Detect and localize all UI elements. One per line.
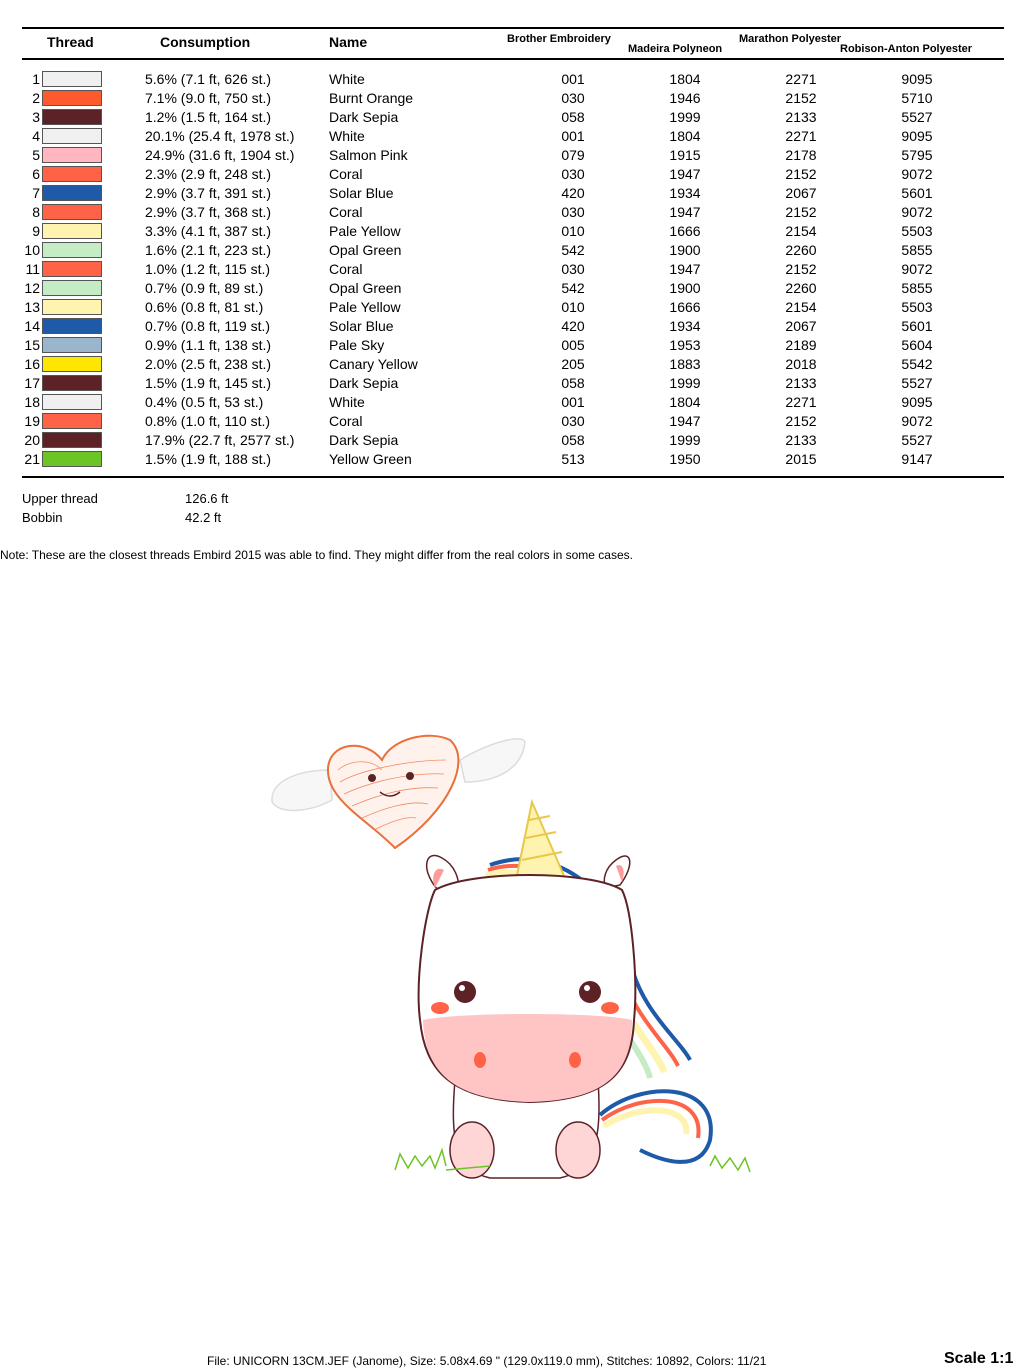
thread-consumption: 5.6% (7.1 ft, 626 st.): [145, 71, 272, 87]
robison-code: 9147: [901, 451, 933, 467]
brother-code: 030: [561, 90, 585, 106]
madeira-code: 1666: [669, 299, 701, 315]
brother-code: 058: [561, 109, 585, 125]
thread-name: Yellow Green: [329, 451, 412, 467]
scale-label: Scale 1:1: [944, 1350, 1014, 1367]
table-row: [0, 203, 1024, 222]
thread-number: 19: [24, 413, 40, 429]
thread-number: 10: [24, 242, 40, 258]
thread-color-swatch: [42, 451, 102, 467]
thread-name: Coral: [329, 413, 363, 429]
thread-color-swatch: [42, 318, 102, 334]
madeira-code: 1999: [669, 375, 701, 391]
marathon-code: 2067: [785, 185, 817, 201]
brother-code: 030: [561, 204, 585, 220]
thread-consumption: 1.6% (2.1 ft, 223 st.): [145, 242, 272, 258]
thread-name: White: [329, 71, 365, 87]
marathon-code: 2154: [785, 299, 817, 315]
thread-color-swatch: [42, 432, 102, 448]
thread-color-swatch: [42, 166, 102, 182]
madeira-code: 1804: [669, 71, 701, 87]
thread-color-swatch: [42, 204, 102, 220]
thread-color-swatch: [42, 413, 102, 429]
marathon-code: 2260: [785, 242, 817, 258]
table-row: [0, 431, 1024, 450]
table-row: [0, 374, 1024, 393]
unicorn-head-illustration: [419, 856, 636, 1102]
robison-code: 5542: [901, 356, 933, 372]
thread-name: Pale Yellow: [329, 299, 401, 315]
table-row: [0, 450, 1024, 469]
header-name: Name: [329, 34, 368, 50]
table-row: [0, 412, 1024, 431]
header-robison: Robison-Anton Polyester: [840, 43, 973, 55]
marathon-code: 2178: [785, 147, 817, 163]
thread-number: 1: [32, 71, 40, 87]
thread-color-swatch: [42, 375, 102, 391]
thread-consumption: 1.5% (1.9 ft, 188 st.): [145, 451, 272, 467]
thread-number: 11: [25, 261, 40, 277]
header-consumption: Consumption: [160, 34, 251, 50]
marathon-code: 2133: [785, 432, 817, 448]
thread-number: 18: [24, 394, 40, 410]
madeira-code: 1883: [669, 356, 701, 372]
table-row: [0, 241, 1024, 260]
robison-code: 9095: [901, 71, 933, 87]
thread-consumption: 20.1% (25.4 ft, 1978 st.): [145, 128, 295, 144]
thread-number: 7: [32, 185, 40, 201]
thread-consumption: 0.8% (1.0 ft, 110 st.): [145, 413, 271, 429]
table-row: [0, 317, 1024, 336]
marathon-code: 2260: [785, 280, 817, 296]
thread-name: Opal Green: [329, 242, 402, 258]
madeira-code: 1934: [669, 318, 701, 334]
brother-code: 542: [561, 242, 585, 258]
madeira-code: 1950: [669, 451, 701, 467]
robison-code: 5527: [901, 432, 933, 448]
marathon-code: 2154: [785, 223, 817, 239]
thread-color-swatch: [42, 90, 102, 106]
thread-color-swatch: [42, 185, 102, 201]
thread-name: Coral: [329, 204, 363, 220]
table-row: [0, 260, 1024, 279]
table-row: [0, 184, 1024, 203]
thread-name: Salmon Pink: [329, 147, 408, 163]
thread-color-swatch: [42, 147, 102, 163]
thread-consumption: 17.9% (22.7 ft, 2577 st.): [145, 432, 295, 448]
table-bottom-rule: [22, 476, 1004, 478]
file-info: File: UNICORN 13CM.JEF (Janome), Size: 5.08x4.69 " (129.0x119.0 mm), Stitches: 10892, Colors: 11/21: [207, 1354, 767, 1368]
thread-color-swatch: [42, 337, 102, 353]
robison-code: 9095: [901, 394, 933, 410]
brother-code: 005: [561, 337, 585, 353]
brother-code: 542: [561, 280, 585, 296]
thread-number: 16: [24, 356, 40, 372]
marathon-code: 2152: [785, 204, 817, 220]
robison-code: 5855: [901, 242, 933, 258]
thread-consumption: 1.0% (1.2 ft, 115 st.): [145, 261, 271, 277]
thread-number: 13: [24, 299, 40, 315]
brother-code: 030: [561, 413, 585, 429]
table-row: [0, 108, 1024, 127]
thread-name: Dark Sepia: [329, 375, 399, 391]
robison-code: 5855: [901, 280, 933, 296]
brother-code: 058: [561, 375, 585, 391]
thread-color-swatch: [42, 128, 102, 144]
brother-code: 079: [561, 147, 585, 163]
embroidery-design-preview: [260, 720, 760, 1190]
madeira-code: 1900: [669, 280, 701, 296]
thread-consumption: 0.9% (1.1 ft, 138 st.): [145, 337, 272, 353]
marathon-code: 2018: [785, 356, 817, 372]
madeira-code: 1947: [669, 166, 701, 182]
heart-illustration: [328, 736, 458, 848]
header-madeira: Madeira Polyneon: [628, 43, 723, 55]
thread-number: 14: [24, 318, 40, 334]
thread-consumption: 7.1% (9.0 ft, 750 st.): [145, 90, 272, 106]
robison-code: 9072: [901, 413, 933, 429]
thread-name: Pale Sky: [329, 337, 385, 353]
header-thread: Thread: [47, 34, 94, 50]
marathon-code: 2271: [785, 128, 817, 144]
table-row: [0, 355, 1024, 374]
madeira-code: 1804: [669, 128, 701, 144]
thread-number: 8: [32, 204, 40, 220]
thread-name: Opal Green: [329, 280, 402, 296]
brother-code: 001: [561, 71, 585, 87]
thread-number: 17: [24, 375, 40, 391]
robison-code: 5503: [901, 223, 933, 239]
header-brother: Brother Embroidery: [507, 33, 611, 45]
thread-name: Burnt Orange: [329, 90, 414, 106]
marathon-code: 2152: [785, 166, 817, 182]
madeira-code: 1999: [669, 432, 701, 448]
thread-consumption: 1.5% (1.9 ft, 145 st.): [145, 375, 272, 391]
brother-code: 205: [561, 356, 585, 372]
thread-number: 21: [24, 451, 40, 467]
thread-name: Dark Sepia: [329, 109, 399, 125]
thread-name: Pale Yellow: [329, 223, 401, 239]
madeira-code: 1947: [669, 204, 701, 220]
thread-number: 6: [32, 166, 40, 182]
thread-consumption: 0.7% (0.8 ft, 119 st.): [145, 318, 271, 334]
brother-code: 420: [561, 185, 585, 201]
thread-color-swatch: [42, 223, 102, 239]
brother-code: 513: [561, 451, 585, 467]
robison-code: 5710: [901, 90, 933, 106]
madeira-code: 1804: [669, 394, 701, 410]
bobbin-label: Bobbin: [22, 510, 63, 525]
robison-code: 9095: [901, 128, 933, 144]
brother-code: 010: [561, 299, 585, 315]
thread-number: 4: [32, 128, 40, 144]
thread-number: 9: [32, 223, 40, 239]
thread-color-swatch: [42, 394, 102, 410]
robison-code: 5527: [901, 375, 933, 391]
thread-consumption: 2.9% (3.7 ft, 368 st.): [145, 204, 272, 220]
marathon-code: 2152: [785, 261, 817, 277]
header-marathon: Marathon Polyester: [739, 33, 842, 45]
robison-code: 9072: [901, 166, 933, 182]
table-row: [0, 146, 1024, 165]
brother-code: 058: [561, 432, 585, 448]
robison-code: 5503: [901, 299, 933, 315]
madeira-code: 1999: [669, 109, 701, 125]
robison-code: 5795: [901, 147, 933, 163]
table-row: [0, 298, 1024, 317]
madeira-code: 1947: [669, 413, 701, 429]
thread-consumption: 2.9% (3.7 ft, 391 st.): [145, 185, 272, 201]
marathon-code: 2015: [785, 451, 817, 467]
thread-name: Coral: [329, 166, 363, 182]
marathon-code: 2189: [785, 337, 817, 353]
thread-number: 12: [24, 280, 40, 296]
unicorn-tail-illustration: [600, 1091, 711, 1162]
thread-color-swatch: [42, 280, 102, 296]
robison-code: 5527: [901, 109, 933, 125]
thread-name: White: [329, 128, 365, 144]
upper-thread-value: 126.6 ft: [185, 491, 229, 506]
madeira-code: 1953: [669, 337, 701, 353]
robison-code: 9072: [901, 261, 933, 277]
thread-name: Solar Blue: [329, 185, 394, 201]
thread-name: Coral: [329, 261, 363, 277]
marathon-code: 2271: [785, 394, 817, 410]
robison-code: 5601: [901, 185, 933, 201]
color-note: Note: These are the closest threads Embird 2015 was able to find. They might differ from the real colors in some cases.: [0, 548, 633, 562]
brother-code: 030: [561, 166, 585, 182]
robison-code: 5601: [901, 318, 933, 334]
table-row: [0, 89, 1024, 108]
robison-code: 9072: [901, 204, 933, 220]
thread-number: 20: [24, 432, 40, 448]
brother-code: 010: [561, 223, 585, 239]
table-top-rule: [22, 27, 1004, 29]
table-row: [0, 70, 1024, 89]
thread-name: White: [329, 394, 365, 410]
thread-name: Solar Blue: [329, 318, 394, 334]
thread-name: Dark Sepia: [329, 432, 399, 448]
brother-code: 420: [561, 318, 585, 334]
marathon-code: 2152: [785, 90, 817, 106]
table-row: [0, 127, 1024, 146]
thread-consumption: 2.0% (2.5 ft, 238 st.): [145, 356, 272, 372]
madeira-code: 1934: [669, 185, 701, 201]
bobbin-value: 42.2 ft: [185, 510, 222, 525]
thread-consumption: 0.4% (0.5 ft, 53 st.): [145, 394, 264, 410]
marathon-code: 2067: [785, 318, 817, 334]
brother-code: 001: [561, 394, 585, 410]
brother-code: 001: [561, 128, 585, 144]
table-row: [0, 336, 1024, 355]
marathon-code: 2271: [785, 71, 817, 87]
thread-number: 5: [32, 147, 40, 163]
madeira-code: 1900: [669, 242, 701, 258]
thread-color-swatch: [42, 356, 102, 372]
thread-color-swatch: [42, 109, 102, 125]
thread-consumption: 3.3% (4.1 ft, 387 st.): [145, 223, 272, 239]
brother-code: 030: [561, 261, 585, 277]
thread-color-swatch: [42, 71, 102, 87]
table-row: [0, 393, 1024, 412]
upper-thread-label: Upper thread: [22, 491, 98, 506]
thread-name: Canary Yellow: [329, 356, 418, 372]
thread-color-swatch: [42, 299, 102, 315]
thread-number: 3: [32, 109, 40, 125]
thread-color-swatch: [42, 242, 102, 258]
marathon-code: 2133: [785, 109, 817, 125]
table-row: [0, 279, 1024, 298]
marathon-code: 2152: [785, 413, 817, 429]
unicorn-horn-illustration: [515, 802, 568, 885]
thread-number: 15: [24, 337, 40, 353]
marathon-code: 2133: [785, 375, 817, 391]
madeira-code: 1947: [669, 261, 701, 277]
thread-color-swatch: [42, 261, 102, 277]
madeira-code: 1666: [669, 223, 701, 239]
table-row: [0, 165, 1024, 184]
thread-consumption: 1.2% (1.5 ft, 164 st.): [145, 109, 272, 125]
madeira-code: 1915: [669, 147, 701, 163]
robison-code: 5604: [901, 337, 933, 353]
thread-number: 2: [32, 90, 40, 106]
thread-table-body: [0, 70, 1024, 469]
table-row: [0, 222, 1024, 241]
table-header-rule: [22, 58, 1004, 60]
thread-consumption: 0.6% (0.8 ft, 81 st.): [145, 299, 264, 315]
madeira-code: 1946: [669, 90, 701, 106]
thread-consumption: 0.7% (0.9 ft, 89 st.): [145, 280, 264, 296]
thread-consumption: 2.3% (2.9 ft, 248 st.): [145, 166, 272, 182]
thread-consumption: 24.9% (31.6 ft, 1904 st.): [145, 147, 295, 163]
